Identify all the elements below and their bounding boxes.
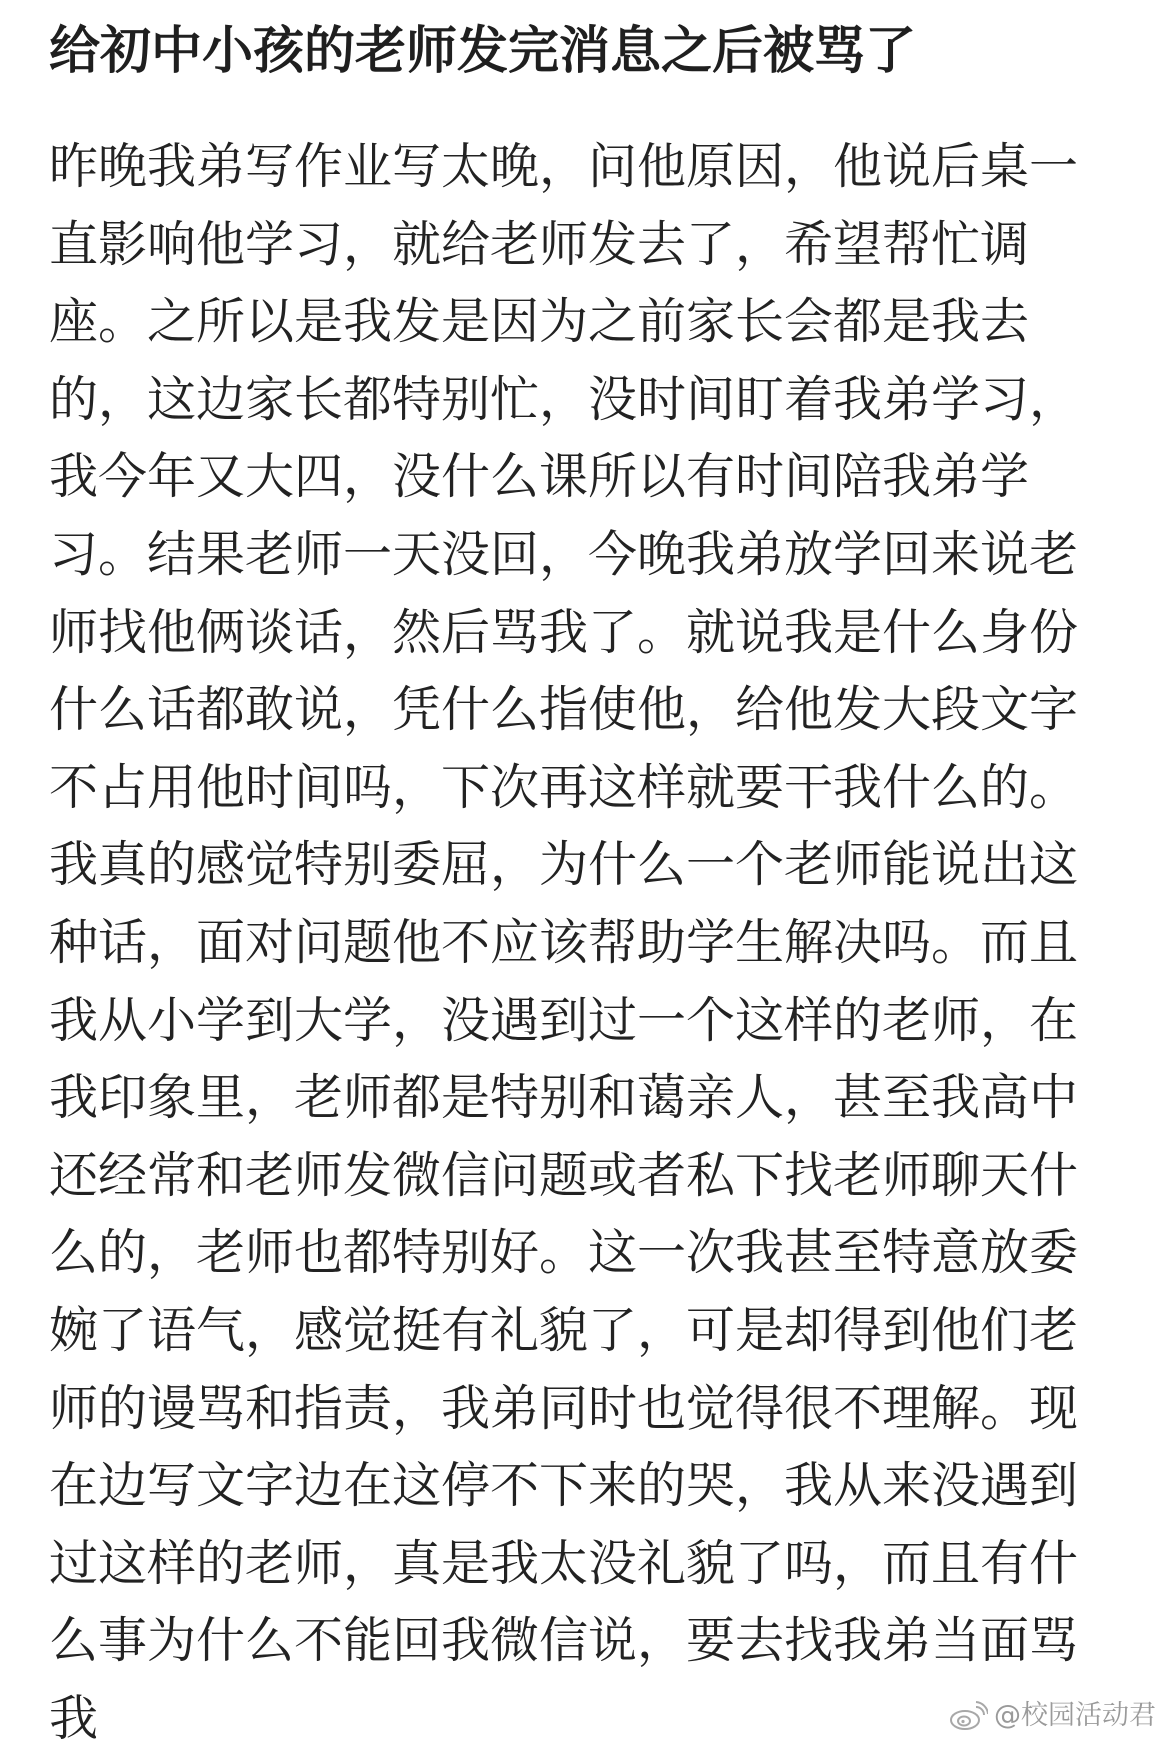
body-line: 我真的感觉特别委屈，为什么一个老师能说出这 xyxy=(49,836,1079,894)
post xyxy=(49,0,1129,1757)
body-line: 我从小学到大学，没遇到过一个这样的老师，在 xyxy=(49,991,1079,1049)
body-line: 还经常和老师发微信问题或者私下找老师聊天什 xyxy=(49,1146,1079,1204)
body-line: 师的谩骂和指责，我弟同时也觉得很不理解。现 xyxy=(49,1379,1079,1437)
body-line: 直影响他学习，就给老师发去了，希望帮忙调 xyxy=(49,215,1030,273)
body-line: 在边写文字边在这停不下来的哭，我从来没遇到 xyxy=(49,1457,1079,1515)
body-line: 婉了语气，感觉挺有礼貌了，可是却得到他们老 xyxy=(49,1301,1079,1359)
body-line: 我 xyxy=(49,1689,99,1747)
body-line: 的，这边家长都特别忙，没时间盯着我弟学习， xyxy=(49,370,1079,428)
body-line: 师找他俩谈话，然后骂我了。就说我是什么身份 xyxy=(49,603,1079,661)
body-line: 我今年又大四，没什么课所以有时间陪我弟学 xyxy=(49,448,1030,506)
body-line: 种话，面对问题他不应该帮助学生解决吗。而且 xyxy=(49,913,1079,971)
body-line: 不占用他时间吗，下次再这样就要干我什么的。 xyxy=(49,758,1079,816)
body-line: 昨晚我弟写作业写太晚，问他原因，他说后桌一 xyxy=(49,138,1079,195)
body-line: 什么话都敢说，凭什么指使他，给他发大段文字 xyxy=(49,681,1079,739)
body-line: 我印象里，老师都是特别和蔼亲人，甚至我高中 xyxy=(49,1069,1079,1127)
body-line: 座。之所以是我发是因为之前家长会都是我去 xyxy=(49,293,1030,351)
watermark-handle: @校园活动君 xyxy=(994,1700,1156,1731)
weibo-watermark xyxy=(948,1699,1156,1733)
post-body xyxy=(49,128,1129,1757)
post-title: 给初中小孩的老师发完消息之后被骂了 xyxy=(49,22,917,81)
body-line: 习。结果老师一天没回，今晚我弟放学回来说老 xyxy=(49,525,1079,583)
body-line: 么的，老师也都特别好。这一次我甚至特意放委 xyxy=(49,1224,1079,1282)
body-line: 么事为什么不能回我微信说，要去找我弟当面骂 xyxy=(49,1612,1079,1670)
body-line: 过这样的老师，真是我太没礼貌了吗，而且有什 xyxy=(49,1534,1079,1592)
weibo-icon xyxy=(948,1701,988,1731)
